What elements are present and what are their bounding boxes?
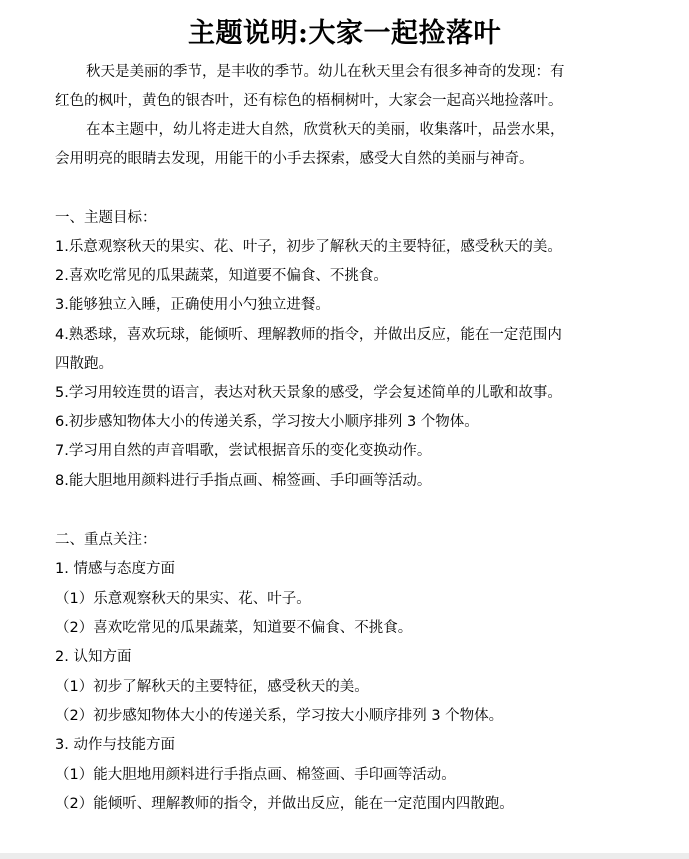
focus-heading: 二、重点关注： xyxy=(55,532,157,548)
focus-item: （1）能大胆地用颜料进行手指点画、棉签画、手印画等活动。 xyxy=(55,767,456,783)
focus-item: （1）乐意观察秋天的果实、花、叶子。 xyxy=(55,591,311,607)
goal-item: 1.乐意观察秋天的果实、花、叶子，初步了解秋天的主要特征，感受秋天的美。 xyxy=(55,239,562,255)
goal-item: 四散跑。 xyxy=(55,356,113,372)
focus-item: （2）初步感知物体大小的传递关系，学习按大小顺序排列 3 个物体。 xyxy=(55,708,504,724)
focus-subheading: 1. 情感与态度方面 xyxy=(55,561,175,577)
intro-line: 红色的枫叶，黄色的银杏叶，还有棕色的梧桐树叶，大家会一起高兴地捡落叶。 xyxy=(55,93,563,109)
goal-item: 5.学习用较连贯的语言，表达对秋天景象的感受，学会复述简单的儿歌和故事。 xyxy=(55,385,562,401)
intro-line: 会用明亮的眼睛去发现，用能干的小手去探索，感受大自然的美丽与神奇。 xyxy=(55,151,534,167)
goal-item: 8.能大胆地用颜料进行手指点画、棉签画、手印画等活动。 xyxy=(55,473,432,489)
goals-heading: 一、主题目标： xyxy=(55,210,157,226)
goal-item: 7.学习用自然的声音唱歌，尝试根据音乐的变化变换动作。 xyxy=(55,443,432,459)
focus-item: （1）初步了解秋天的主要特征，感受秋天的美。 xyxy=(55,679,369,695)
page-title: 主题说明:大家一起捡落叶 xyxy=(188,18,501,49)
focus-subheading: 2. 认知方面 xyxy=(55,649,132,665)
goal-item: 2.喜欢吃常见的瓜果蔬菜，知道要不偏食、不挑食。 xyxy=(55,268,388,284)
focus-item: （2）能倾听、理解教师的指令，并做出反应，能在一定范围内四散跑。 xyxy=(55,796,514,812)
goal-item: 4.熟悉球，喜欢玩球，能倾听、理解教师的指令，并做出反应，能在一定范围内 xyxy=(55,327,562,343)
intro-line: 秋天是美丽的季节，是丰收的季节。幼儿在秋天里会有很多神奇的发现：有 xyxy=(86,64,565,80)
focus-item: （2）喜欢吃常见的瓜果蔬菜，知道要不偏食、不挑食。 xyxy=(55,620,413,636)
focus-subheading: 3. 动作与技能方面 xyxy=(55,737,175,753)
intro-line: 在本主题中，幼儿将走进大自然，欣赏秋天的美丽，收集落叶，品尝水果， xyxy=(86,122,565,138)
goal-item: 6.初步感知物体大小的传递关系，学习按大小顺序排列 3 个物体。 xyxy=(55,414,479,430)
page-bottom-divider xyxy=(0,853,689,859)
goal-item: 3.能够独立入睡，正确使用小勺独立进餐。 xyxy=(55,297,330,313)
